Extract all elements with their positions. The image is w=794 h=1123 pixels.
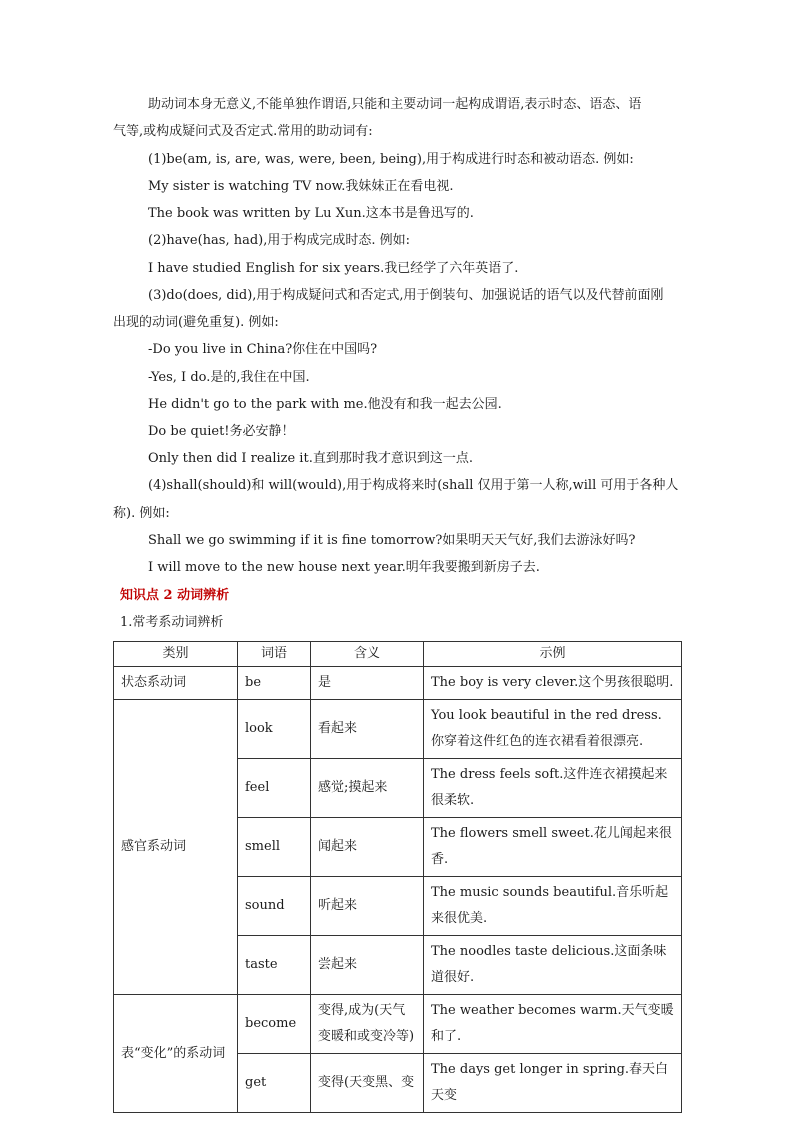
table-row — [114, 667, 682, 700]
sub-heading: 1.常考系动词辨析 — [120, 615, 224, 630]
paragraph-line: He didn't go to the park with me.他没有和我一起去公园. — [148, 397, 502, 412]
paragraph-line: -Do you live in China?你住在中国吗? — [148, 342, 378, 357]
table-header-row — [114, 642, 682, 667]
meaning-cell: 变得,成为(天气变暖和或变冷等) — [311, 995, 424, 1054]
header-word: 词语 — [238, 642, 311, 667]
header-example: 示例 — [424, 642, 682, 667]
category-cell: 表“变化”的系动词 — [114, 995, 238, 1113]
word-cell: get — [238, 1054, 311, 1113]
example-cell: The boy is very clever.这个男孩很聪明. — [424, 667, 682, 700]
paragraph-line: (3)do(does, did),用于构成疑问式和否定式,用于倒装句、加强说话的语气以及代替前面刚 — [148, 288, 664, 303]
word-cell: be — [238, 667, 311, 700]
paragraph-line: Only then did I realize it.直到那时我才意识到这一点. — [148, 451, 473, 466]
paragraph-line: (4)shall(should)和 will(would),用于构成将来时(shall 仅用于第一人称,will 可用于各种人 — [148, 478, 679, 493]
meaning-cell: 看起来 — [311, 700, 424, 759]
example-cell: The noodles taste delicious.这面条味道很好. — [424, 936, 682, 995]
word-cell: smell — [238, 818, 311, 877]
table-row — [114, 700, 682, 759]
paragraph-line: I have studied English for six years.我已经学了六年英语了. — [148, 261, 519, 276]
paragraph-line: The book was written by Lu Xun.这本书是鲁迅写的. — [148, 206, 474, 221]
paragraph-line: (2)have(has, had),用于构成完成时态. 例如: — [148, 233, 410, 248]
word-cell: sound — [238, 877, 311, 936]
example-cell: You look beautiful in the red dress. 你穿着这件红色的连衣裙看着很漂亮. — [424, 700, 682, 759]
category-cell: 感官系动词 — [114, 700, 238, 995]
category-cell: 状态系动词 — [114, 667, 238, 700]
paragraph-line: 气等,或构成疑问式及否定式.常用的助动词有: — [113, 124, 373, 139]
word-cell: become — [238, 995, 311, 1054]
meaning-cell: 变得(天变黑、变 — [311, 1054, 424, 1113]
paragraph-line: 出现的动词(避免重复). 例如: — [113, 315, 279, 330]
paragraph-line: My sister is watching TV now.我妹妹正在看电视. — [148, 179, 454, 194]
paragraph-line: 助动词本身无意义,不能单独作谓语,只能和主要动词一起构成谓语,表示时态、语态、语 — [148, 97, 642, 112]
example-cell: The dress feels soft.这件连衣裙摸起来很柔软. — [424, 759, 682, 818]
example-cell: The music sounds beautiful.音乐听起来很优美. — [424, 877, 682, 936]
table-row — [114, 995, 682, 1054]
linking-verb-table — [113, 641, 682, 1113]
header-meaning: 含义 — [311, 642, 424, 667]
meaning-cell: 听起来 — [311, 877, 424, 936]
example-cell: The days get longer in spring.春天白天变 — [424, 1054, 682, 1113]
meaning-cell: 闻起来 — [311, 818, 424, 877]
meaning-cell: 是 — [311, 667, 424, 700]
paragraph-line: -Yes, I do.是的,我住在中国. — [148, 370, 310, 385]
paragraph-line: 称). 例如: — [113, 506, 170, 521]
paragraph-line: I will move to the new house next year.明年我要搬到新房子去. — [148, 560, 540, 575]
paragraph-line: Do be quiet!务必安静！ — [148, 424, 295, 439]
meaning-cell: 尝起来 — [311, 936, 424, 995]
paragraph-line: (1)be(am, is, are, was, were, been, being),用于构成进行时态和被动语态. 例如: — [148, 152, 634, 167]
example-cell: The flowers smell sweet.花儿闻起来很香. — [424, 818, 682, 877]
word-cell: taste — [238, 936, 311, 995]
paragraph-line: Shall we go swimming if it is fine tomorrow?如果明天天气好,我们去游泳好吗? — [148, 533, 636, 548]
word-cell: look — [238, 700, 311, 759]
meaning-cell: 感觉;摸起来 — [311, 759, 424, 818]
word-cell: feel — [238, 759, 311, 818]
example-cell: The weather becomes warm.天气变暖和了. — [424, 995, 682, 1054]
header-category: 类别 — [114, 642, 238, 667]
section-heading: 知识点 2 动词辨析 — [120, 588, 230, 603]
